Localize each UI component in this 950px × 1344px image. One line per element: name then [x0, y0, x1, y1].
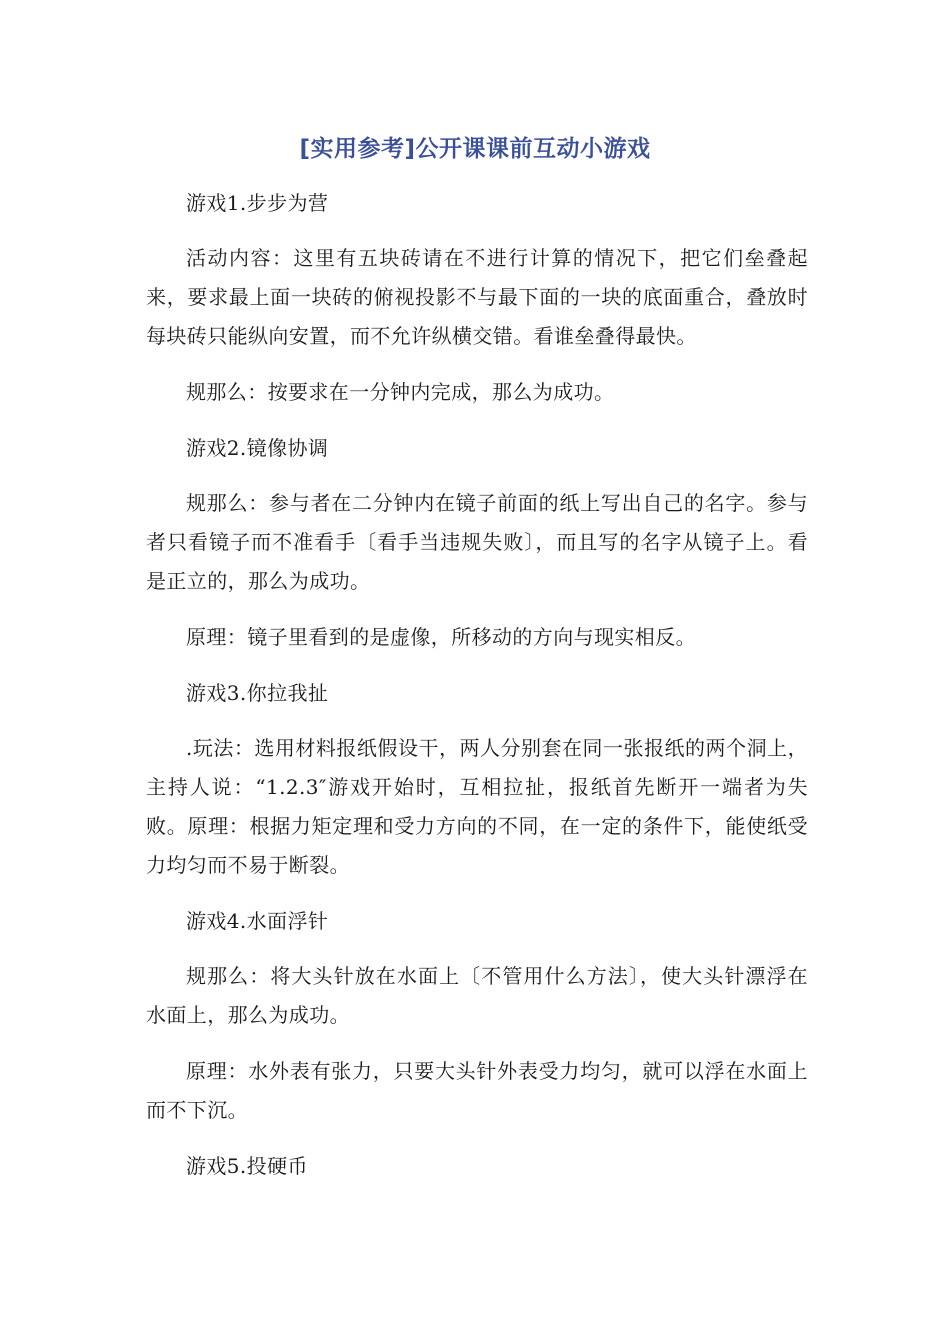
- game-3-content: .玩法：选用材料报纸假设干，两人分别套在同一张报纸的两个洞上，主持人说：“1.2.3″游戏开始时，互相拉扯，报纸首先断开一端者为失败。原理：根据力矩定理和受力方向的不同，在一定的条件下，能使纸受力均匀而不易于断裂。: [146, 736, 808, 877]
- game-2-rule: 规那么：参与者在二分钟内在镜子前面的纸上写出自己的名字。参与者只看镜子而不准看手〔看手当违规失败〕，而且写的名字从镜子上。看是正立的，那么为成功。: [146, 491, 808, 593]
- game-3-heading: 游戏3.你拉我扯: [186, 681, 329, 705]
- document-body: [146, 184, 808, 1202]
- document-title: [实用参考]公开课课前互动小游戏: [299, 136, 651, 162]
- game-1-content: 活动内容：这里有五块砖请在不进行计算的情况下，把它们垒叠起来，要求最上面一块砖的俯视投影不与最下面的一块的底面重合，叠放时每块砖只能纵向安置，而不允许纵横交错。看谁垒叠得最快。: [146, 246, 808, 348]
- game-4-principle: 原理：水外表有张力，只要大头针外表受力均匀，就可以浮在水面上而不下沉。: [146, 1059, 808, 1122]
- game-1-heading: 游戏1.步步为营: [186, 191, 329, 215]
- game-4-heading: 游戏4.水面浮针: [186, 909, 329, 933]
- game-5-heading: 游戏5.投硬币: [186, 1154, 308, 1178]
- game-4-rule: 规那么：将大头针放在水面上〔不管用什么方法〕，使大头针漂浮在水面上，那么为成功。: [146, 964, 808, 1027]
- game-2-heading: 游戏2.镜像协调: [186, 436, 329, 460]
- game-1-rule: 规那么：按要求在一分钟内完成，那么为成功。: [186, 380, 615, 404]
- game-2-principle: 原理：镜子里看到的是虚像，所移动的方向与现实相反。: [186, 625, 696, 649]
